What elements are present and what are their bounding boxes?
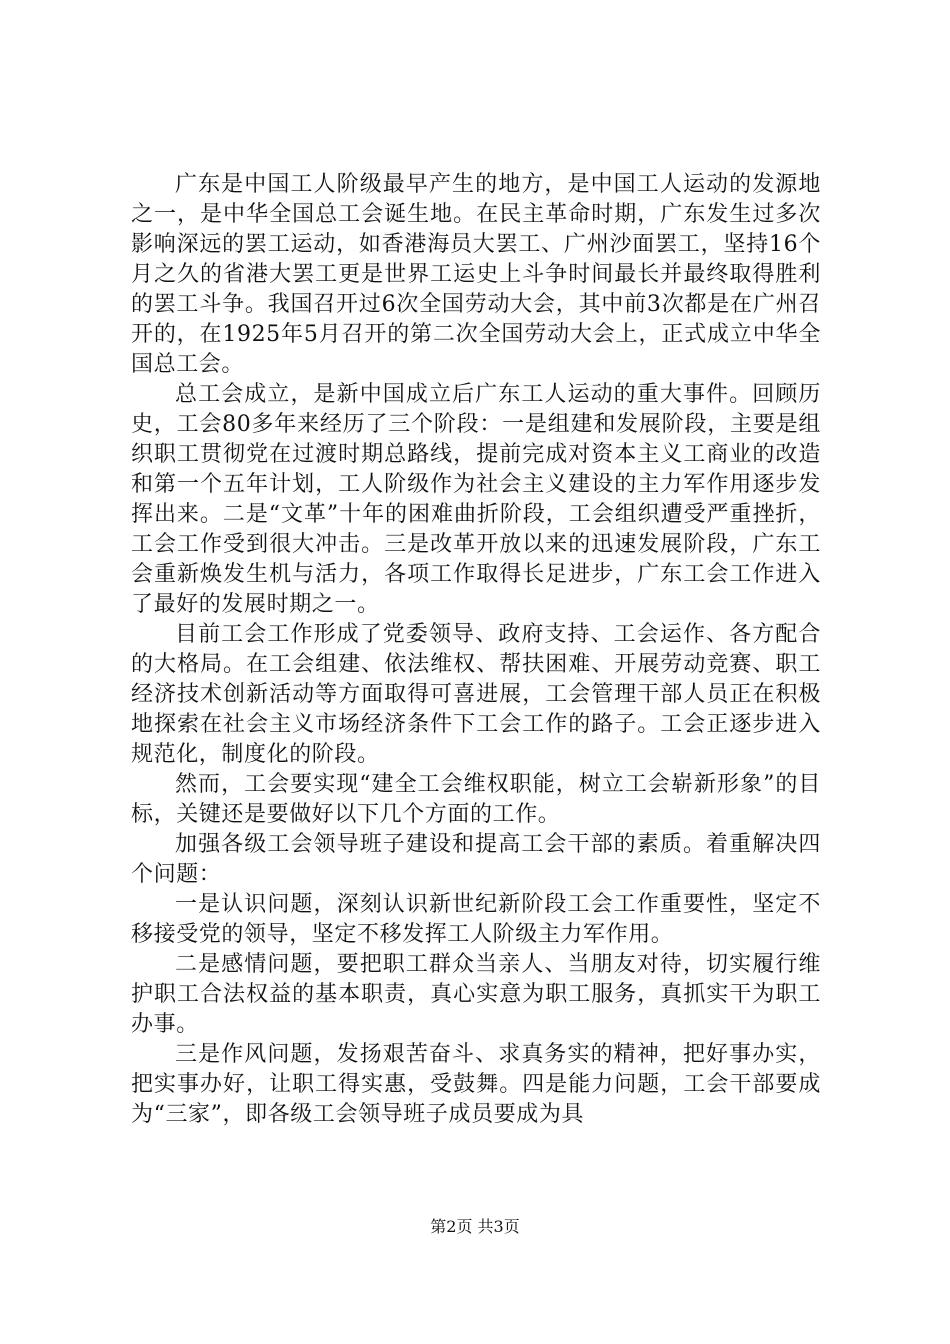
document-body (131, 170, 821, 1130)
paragraph-8: 三是作风问题，发扬艰苦奋斗、求真务实的精神，把好事办实，把实事办好，让职工得实惠，受鼓舞。四是能力问题，工会干部要成为“三家”，即各级工会领导班子成员要成为具 (131, 1042, 821, 1127)
paragraph-5: 加强各级工会领导班子建设和提高工会干部的素质。着重解决四个问题： (131, 832, 821, 887)
paragraph-1: 广东是中国工人阶级最早产生的地方，是中国工人运动的发源地之一，是中华全国总工会诞生地。在民主革命时期，广东发生过多次影响深远的罢工运动，如香港海员大罢工、广州沙面罢工，坚持16个月之久的省港大罢工更是世界工运史上斗争时间最长并最终取得胜利的罢工斗争。我国召开过6次全国劳动大会，其中前3次都是在广州召开的，在1925年5月召开的第二次全国劳动大会上，正式成立中华全国总工会。 (131, 172, 821, 377)
paragraph-3: 目前工会工作形成了党委领导、政府支持、工会运作、各方配合的大格局。在工会组建、依法维权、帮扶困难、开展劳动竞赛、职工经济技术创新活动等方面取得可喜进展，工会管理干部人员正在积极地探索在社会主义市场经济条件下工会工作的路子。工会正逐步进入规范化，制度化的阶段。 (131, 622, 821, 767)
page-footer: 第2页 共3页 (430, 1217, 520, 1236)
paragraph-2: 总工会成立，是新中国成立后广东工人运动的重大事件。回顾历史，工会80多年来经历了三个阶段：一是组建和发展阶段，主要是组织职工贯彻党在过渡时期总路线，提前完成对资本主义工商业的改造和第一个五年计划，工人阶级作为社会主义建设的主力军作用逐步发挥出来。二是“文革”十年的困难曲折阶段，工会组织遭受严重挫折，工会工作受到很大冲击。三是改革开放以来的迅速发展阶段，广东工会重新焕发生机与活力，各项工作取得长足进步，广东工会工作进入了最好的发展时期之一。 (131, 382, 821, 617)
paragraph-7: 二是感情问题，要把职工群众当亲人、当朋友对待，切实履行维护职工合法权益的基本职责，真心实意为职工服务，真抓实干为职工办事。 (131, 952, 821, 1037)
paragraph-6: 一是认识问题，深刻认识新世纪新阶段工会工作重要性，坚定不移接受党的领导，坚定不移发挥工人阶级主力军作用。 (131, 892, 821, 947)
paragraph-4: 然而，工会要实现“建全工会维权职能，树立工会崭新形象”的目标，关键还是要做好以下几个方面的工作。 (131, 772, 821, 827)
